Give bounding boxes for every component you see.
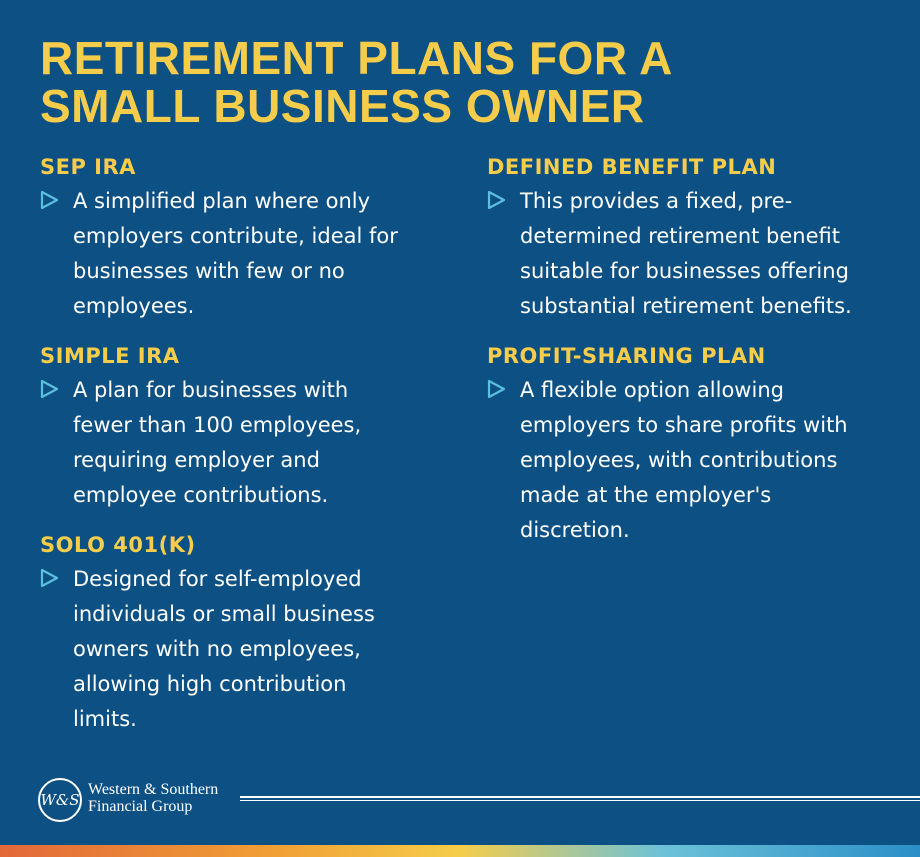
plan-title: SIMPLE IRA bbox=[40, 344, 180, 368]
company-logo: W&S bbox=[38, 778, 82, 822]
plan-profit-sharing bbox=[487, 339, 897, 548]
left-column bbox=[40, 150, 450, 752]
plan-solo-401k bbox=[40, 528, 450, 737]
bottom-gradient-bar bbox=[0, 845, 920, 857]
page-title-line-1: RETIREMENT PLANS FOR A bbox=[40, 32, 673, 84]
plan-item bbox=[487, 373, 897, 548]
plan-item bbox=[40, 373, 450, 513]
plan-item bbox=[40, 184, 450, 324]
page-title bbox=[40, 34, 673, 130]
company-name-line-2: Financial Group bbox=[88, 798, 193, 815]
footer bbox=[38, 776, 920, 822]
play-outline-icon bbox=[40, 190, 59, 210]
company-name bbox=[88, 781, 218, 815]
play-outline-icon bbox=[487, 190, 506, 210]
plan-title: SOLO 401(K) bbox=[40, 533, 196, 557]
plan-description: A flexible option allowing employers to share profits with employees, with contributions made at the employer's discretion. bbox=[520, 378, 848, 542]
plan-defined-benefit bbox=[487, 150, 897, 324]
company-name-line-1: Western & Southern bbox=[88, 781, 219, 798]
plan-sep-ira bbox=[40, 150, 450, 324]
plan-title: PROFIT-SHARING PLAN bbox=[487, 344, 766, 368]
footer-divider bbox=[240, 796, 920, 801]
plan-title: DEFINED BENEFIT PLAN bbox=[487, 155, 777, 179]
page-title-line-2: SMALL BUSINESS OWNER bbox=[40, 80, 645, 132]
plan-description: This provides a fixed, pre- determined retirement benefit suitable for businesses offering substantial retirement benefits. bbox=[520, 189, 852, 318]
plan-description: Designed for self-employed individuals or small business owners with no employees, allowing high contribution limits. bbox=[73, 567, 375, 731]
plan-title: SEP IRA bbox=[40, 155, 136, 179]
play-outline-icon bbox=[40, 379, 59, 399]
play-outline-icon bbox=[487, 379, 506, 399]
right-column bbox=[487, 150, 897, 563]
plan-simple-ira bbox=[40, 339, 450, 513]
plan-description: A simplified plan where only employers contribute, ideal for businesses with few or no employees. bbox=[73, 189, 398, 318]
plan-item bbox=[40, 562, 450, 737]
plan-item bbox=[487, 184, 897, 324]
play-outline-icon bbox=[40, 568, 59, 588]
plan-description: A plan for businesses with fewer than 100 employees, requiring employer and employee contributions. bbox=[73, 378, 362, 507]
